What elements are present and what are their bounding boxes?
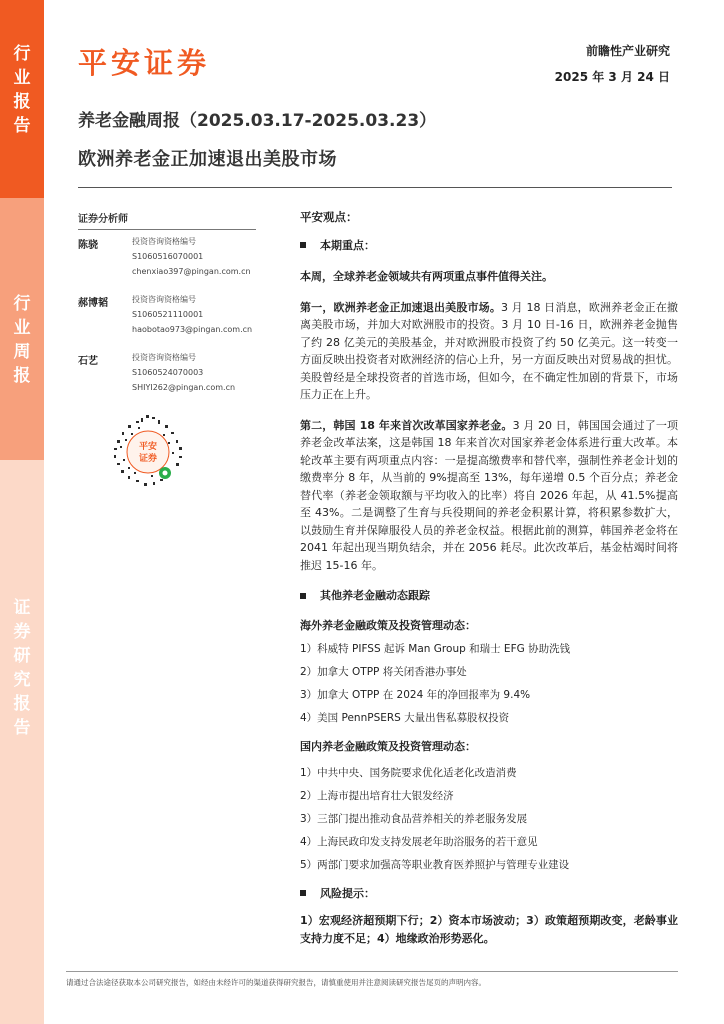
report-date: 2025 年 3 月 24 日: [554, 70, 670, 84]
analyst-email[interactable]: SHIYI262@pingan.com.cn: [132, 383, 236, 392]
analyst-entry: [78, 352, 258, 410]
research-type: 前瞻性产业研究: [585, 44, 670, 58]
qr-logo-text: 平安: [138, 442, 158, 452]
sidebar-section-industry-report: 行 业 报 告: [0, 0, 44, 198]
qr-logo-text: 证券: [138, 454, 158, 464]
sidebar-section-securities-research: 证 券 研 究 报 告: [0, 460, 44, 1024]
bullet-square-icon: [300, 593, 306, 599]
analyst-cert-code: S1060524070003: [132, 368, 204, 377]
analyst-heading: 证券分析师: [78, 210, 256, 230]
analyst-entry: [78, 294, 258, 352]
list-item: 1）科威特 PIFSS 起诉 Man Group 和瑞士 EFG 协助洗钱: [300, 643, 571, 655]
list-item: 4）美国 PennPSERS 大量出售私募股权投资: [300, 712, 510, 724]
paragraph-korea: 第二，韩国 18 年来首次改革国家养老金。3 月 20 日，韩国国会通过了一项养老金改革法案，这是韩国 18 年来首次对国家养老金体系进行重大改革。本轮改革主要有两项重点内容：一是提高缴费率和替代率，强制性养老金计划的缴费率分 8 年，从当前的 9%提高至 13%，每年递增 0.5 个百分点；养老金替代率（养老金领取额与平均收入的比率）将自 2026 年起，从 41.5%提高至 43%。二是调整了生育与兵役期间的养老金积累计算，将积累参数扩大，以鼓励生育并保障服役人员的养老金权益。根据此前的测算，韩国养老金将在 2041 年起出现当期负结余，并在 2056 耗尽。此次改革后，基金枯竭时间将推迟 15-16 年。: [300, 418, 678, 572]
section-risk: 风险提示：: [300, 885, 678, 903]
qr-code-icon[interactable]: [108, 412, 188, 492]
footer-disclaimer: 请通过合法途径获取本公司研究报告，如经由未经许可的渠道获得研究报告，请慎重使用并注意阅读研究报告尾页的声明内容。: [66, 978, 486, 987]
analyst-name: 郝博韬: [78, 298, 108, 309]
list-item: 3）加拿大 OTPP 在 2024 年的净回报率为 9.4%: [300, 689, 531, 701]
report-title: 养老金融周报（2025.03.17-2025.03.23）: [78, 111, 437, 131]
analyst-email[interactable]: chenxiao397@pingan.com.cn: [132, 267, 251, 276]
analyst-cert-code: S1060521110001: [132, 310, 204, 319]
list-item: 4）上海民政印发支持发展老年助浴服务的若干意见: [300, 835, 538, 848]
analyst-email[interactable]: haobotao973@pingan.com.cn: [132, 325, 253, 334]
list-item: 3）三部门提出推动食品营养相关的养老服务发展: [300, 812, 528, 825]
bullet-square-icon: [300, 890, 306, 896]
list-item: 2）加拿大 OTPP 将关闭香港办事处: [300, 666, 467, 678]
analyst-entry: [78, 236, 258, 294]
list-item: 1）中共中央、国务院要求优化适老化改造消费: [300, 766, 517, 779]
domestic-heading: 国内养老金融政策及投资管理动态：: [300, 740, 476, 753]
footer-divider: [66, 971, 678, 972]
company-logo: 平 安 证 券: [78, 45, 208, 80]
report-headline: 欧洲养老金正加速退出美股市场: [78, 149, 337, 170]
report-meta: [555, 38, 670, 90]
sidebar: [0, 0, 44, 1024]
risk-text: 1）宏观经济超预期下行；2）资本市场波动；3）政策超预期改变，老龄事业支持力度不足；4）地缘政治形势恶化。: [300, 914, 678, 945]
list-item: 5）两部门要求加强高等职业教育医养照护与管理专业建设: [300, 858, 570, 871]
analyst-cert-label: 投资咨询资格编号: [132, 353, 196, 362]
viewpoint-heading: 平安观点：: [300, 210, 358, 224]
title-divider: [78, 187, 672, 188]
main-content: [300, 209, 678, 947]
section-key-points: 本期重点：: [300, 237, 678, 255]
bullet-square-icon: [300, 242, 306, 248]
analyst-cert-label: 投资咨询资格编号: [132, 295, 196, 304]
list-item: 2）上海市提出培育壮大银发经济: [300, 789, 454, 802]
analyst-panel: [78, 210, 258, 410]
paragraph-europe: 第一，欧洲养老金正加速退出美股市场。3 月 18 日消息，欧洲养老金正在撤离美股市场，并加大对欧洲股市的投资。3 月 10 日-16 日，欧洲养老金抛售了约 28 亿美元的美股基金，并对欧洲股市投资了约 50 亿美元。这一转变一方面反映出投资者对欧洲经济的信心上升，另一方面反映出对贸易战的担忧。美股曾经是全球投资者的首选市场，但如今，在不确定性加剧的背景下，市场压力正在上升。: [300, 300, 679, 401]
analyst-cert-code: S1060516070001: [132, 252, 204, 261]
analyst-cert-label: 投资咨询资格编号: [132, 237, 196, 246]
overseas-heading: 海外养老金融政策及投资管理动态：: [300, 618, 476, 632]
sidebar-section-weekly-report: 行 业 周 报: [0, 198, 44, 460]
analyst-name: 石艺: [78, 356, 98, 367]
intro-text: 本周，全球养老金领域共有两项重点事件值得关注。: [300, 270, 553, 283]
analyst-name: 陈骁: [78, 240, 98, 251]
section-other-dynamics: 其他养老金融动态跟踪: [300, 587, 678, 605]
